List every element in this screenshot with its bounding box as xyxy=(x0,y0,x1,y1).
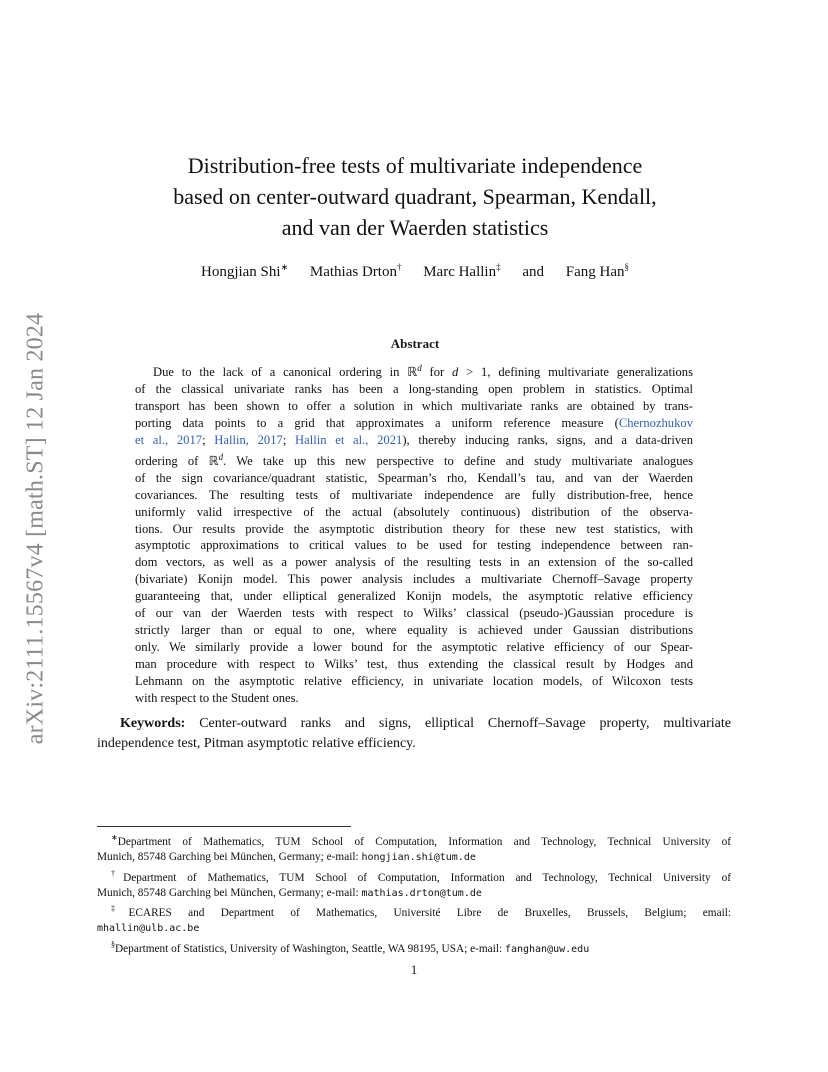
footnote-line: Munich, 85748 Garching bei München, Germany; e-mail: mathias.drton@tum.de xyxy=(97,886,482,899)
email-link[interactable]: fanghan@uw.edu xyxy=(504,943,590,955)
abstract-line: (bivariate) Konijn model. This power analysis includes a multivariate Chernoff–Savage property xyxy=(135,572,693,587)
arxiv-side-stamp xyxy=(16,278,56,778)
citation-link[interactable]: Hallin, 2017 xyxy=(214,432,283,447)
abstract-line: et al., 2017; Hallin, 2017; Hallin et al., 2021), thereby inducing ranks, signs, and a data-driven xyxy=(135,432,694,447)
footnote-mark[interactable]: ‡ xyxy=(496,262,501,272)
abstract-line: uniformly valid irrespective of the actual (absolutely continuous) distribution of the observa- xyxy=(135,504,693,519)
keywords-label: Keywords: xyxy=(120,716,186,731)
citation-link[interactable]: Chernozhukov xyxy=(618,415,693,430)
footnote-line: †Department of Mathematics, TUM School of Computation, Information and Technology, Technical University of xyxy=(111,868,731,884)
title-line: Distribution-free tests of multivariate independence xyxy=(187,153,643,178)
footnotes xyxy=(97,830,731,957)
author-list xyxy=(110,262,720,281)
abstract-line: of the sign covariance/quadrant statistic, Spearman’s rho, Kendall’s tau, and van der Waerden xyxy=(135,470,693,485)
abstract-line: only. We similarly provide a lower bound for the asymptotic relative efficiency of our Spear- xyxy=(135,639,693,654)
page-number: 1 xyxy=(410,962,418,977)
abstract-line: porting data points to a grid that approximates a uniform reference measure (Chernozhukov xyxy=(135,415,693,430)
abstract-line: of the classical univariate ranks has been a long-standing open problem in statistics. Optimal xyxy=(135,382,693,397)
abstract-line: of our van der Waerden tests with respect to Wilks’ classical (pseudo-)Gaussian procedure is xyxy=(135,606,693,621)
keywords-line: Keywords: Center-outward ranks and signs, elliptical Chernoff–Savage property, multivariate xyxy=(120,716,731,731)
keywords-line: independence test, Pitman asymptotic relative efficiency. xyxy=(97,736,416,751)
footnote-mark[interactable]: § xyxy=(624,262,630,272)
abstract-line: ordering of ℝ$^d$. We take up this new perspective to define and study multivariate analogues xyxy=(135,451,693,468)
citation-link[interactable]: Hallin et al., 2021 xyxy=(295,432,403,447)
author: Marc Hallin‡ xyxy=(423,262,501,280)
abstract-line: covariances. The resulting tests of multivariate independence are fully distribution-free, hence xyxy=(135,487,693,502)
title-line: based on center-outward quadrant, Spearman, Kendall, xyxy=(173,184,657,209)
email-link[interactable]: mathias.drton@tum.de xyxy=(361,887,482,899)
abstract-line: man procedure with respect to Wilks’ test, thus extending the classical result by Hodges and xyxy=(135,656,693,671)
abstract-body xyxy=(135,360,693,707)
abstract-line: guaranteeing that, under elliptical generalized Konijn models, the asymptotic relative efficiency xyxy=(135,589,693,604)
title-line: and van der Waerden statistics xyxy=(281,215,549,240)
footnote-line xyxy=(97,921,731,936)
arxiv-identifier: arXiv:2111.15567v4 [math.ST] 12 Jan 2024 xyxy=(22,312,49,744)
abstract-line: Lehmann on the asymptotic relative efficiency, in univariate location models, of Wilcoxon tests xyxy=(135,673,693,688)
author: Mathias Drton† xyxy=(309,262,402,280)
abstract-heading: Abstract xyxy=(390,336,440,351)
abstract-line: dom vectors, as well as a power analysis of the resulting tests in an extension of the so-called xyxy=(135,555,693,570)
email-link[interactable]: hongjian.shi@tum.de xyxy=(361,852,476,864)
paper-title xyxy=(110,150,720,243)
footnote-mark[interactable]: † xyxy=(396,262,402,272)
author: Fang Han§ xyxy=(565,262,630,280)
footnote-mark[interactable]: ∗ xyxy=(280,262,289,272)
footnote-line: Munich, 85748 Garching bei München, Germany; e-mail: hongjian.shi@tum.de xyxy=(97,851,476,864)
footnote-divider xyxy=(97,826,351,827)
abstract-line: strictly larger than or equal to one, where equality is achieved under Gaussian distributions xyxy=(135,622,693,637)
footnote-line: ‡ECARES and Department of Mathematics, Université Libre de Bruxelles, Brussels, Belgium; email: xyxy=(111,904,732,919)
citation-link[interactable]: et al., 2017 xyxy=(135,432,203,447)
abstract-line: asymptotic approximations to critical values to be used for testing independence between ran- xyxy=(135,538,693,553)
author: Hongjian Shi∗ xyxy=(200,262,289,280)
abstract-line: tions. Our results provide the asymptotic distribution theory for these new test statistics, with xyxy=(135,521,693,536)
footnote-line: §Department of Statistics, University of Washington, Seattle, WA 98195, USA; e-mail: fanghan@uw.edu xyxy=(111,939,590,955)
keywords xyxy=(97,714,731,754)
footnote-line: ∗Department of Mathematics, TUM School of Computation, Information and Technology, Technical University of xyxy=(111,833,731,848)
email-link[interactable]: mhallin@ulb.ac.be xyxy=(97,923,200,935)
abstract-line: with respect to the Student ones. xyxy=(135,690,299,705)
abstract-line: transport has been shown to offer a solution in which multivariate ranks are obtained by trans- xyxy=(135,399,693,413)
author-conjunction: and xyxy=(522,264,545,280)
abstract-line: Due to the lack of a canonical ordering in ℝ$^d$ for d > 1, defining multivariate generalizations xyxy=(153,363,693,380)
